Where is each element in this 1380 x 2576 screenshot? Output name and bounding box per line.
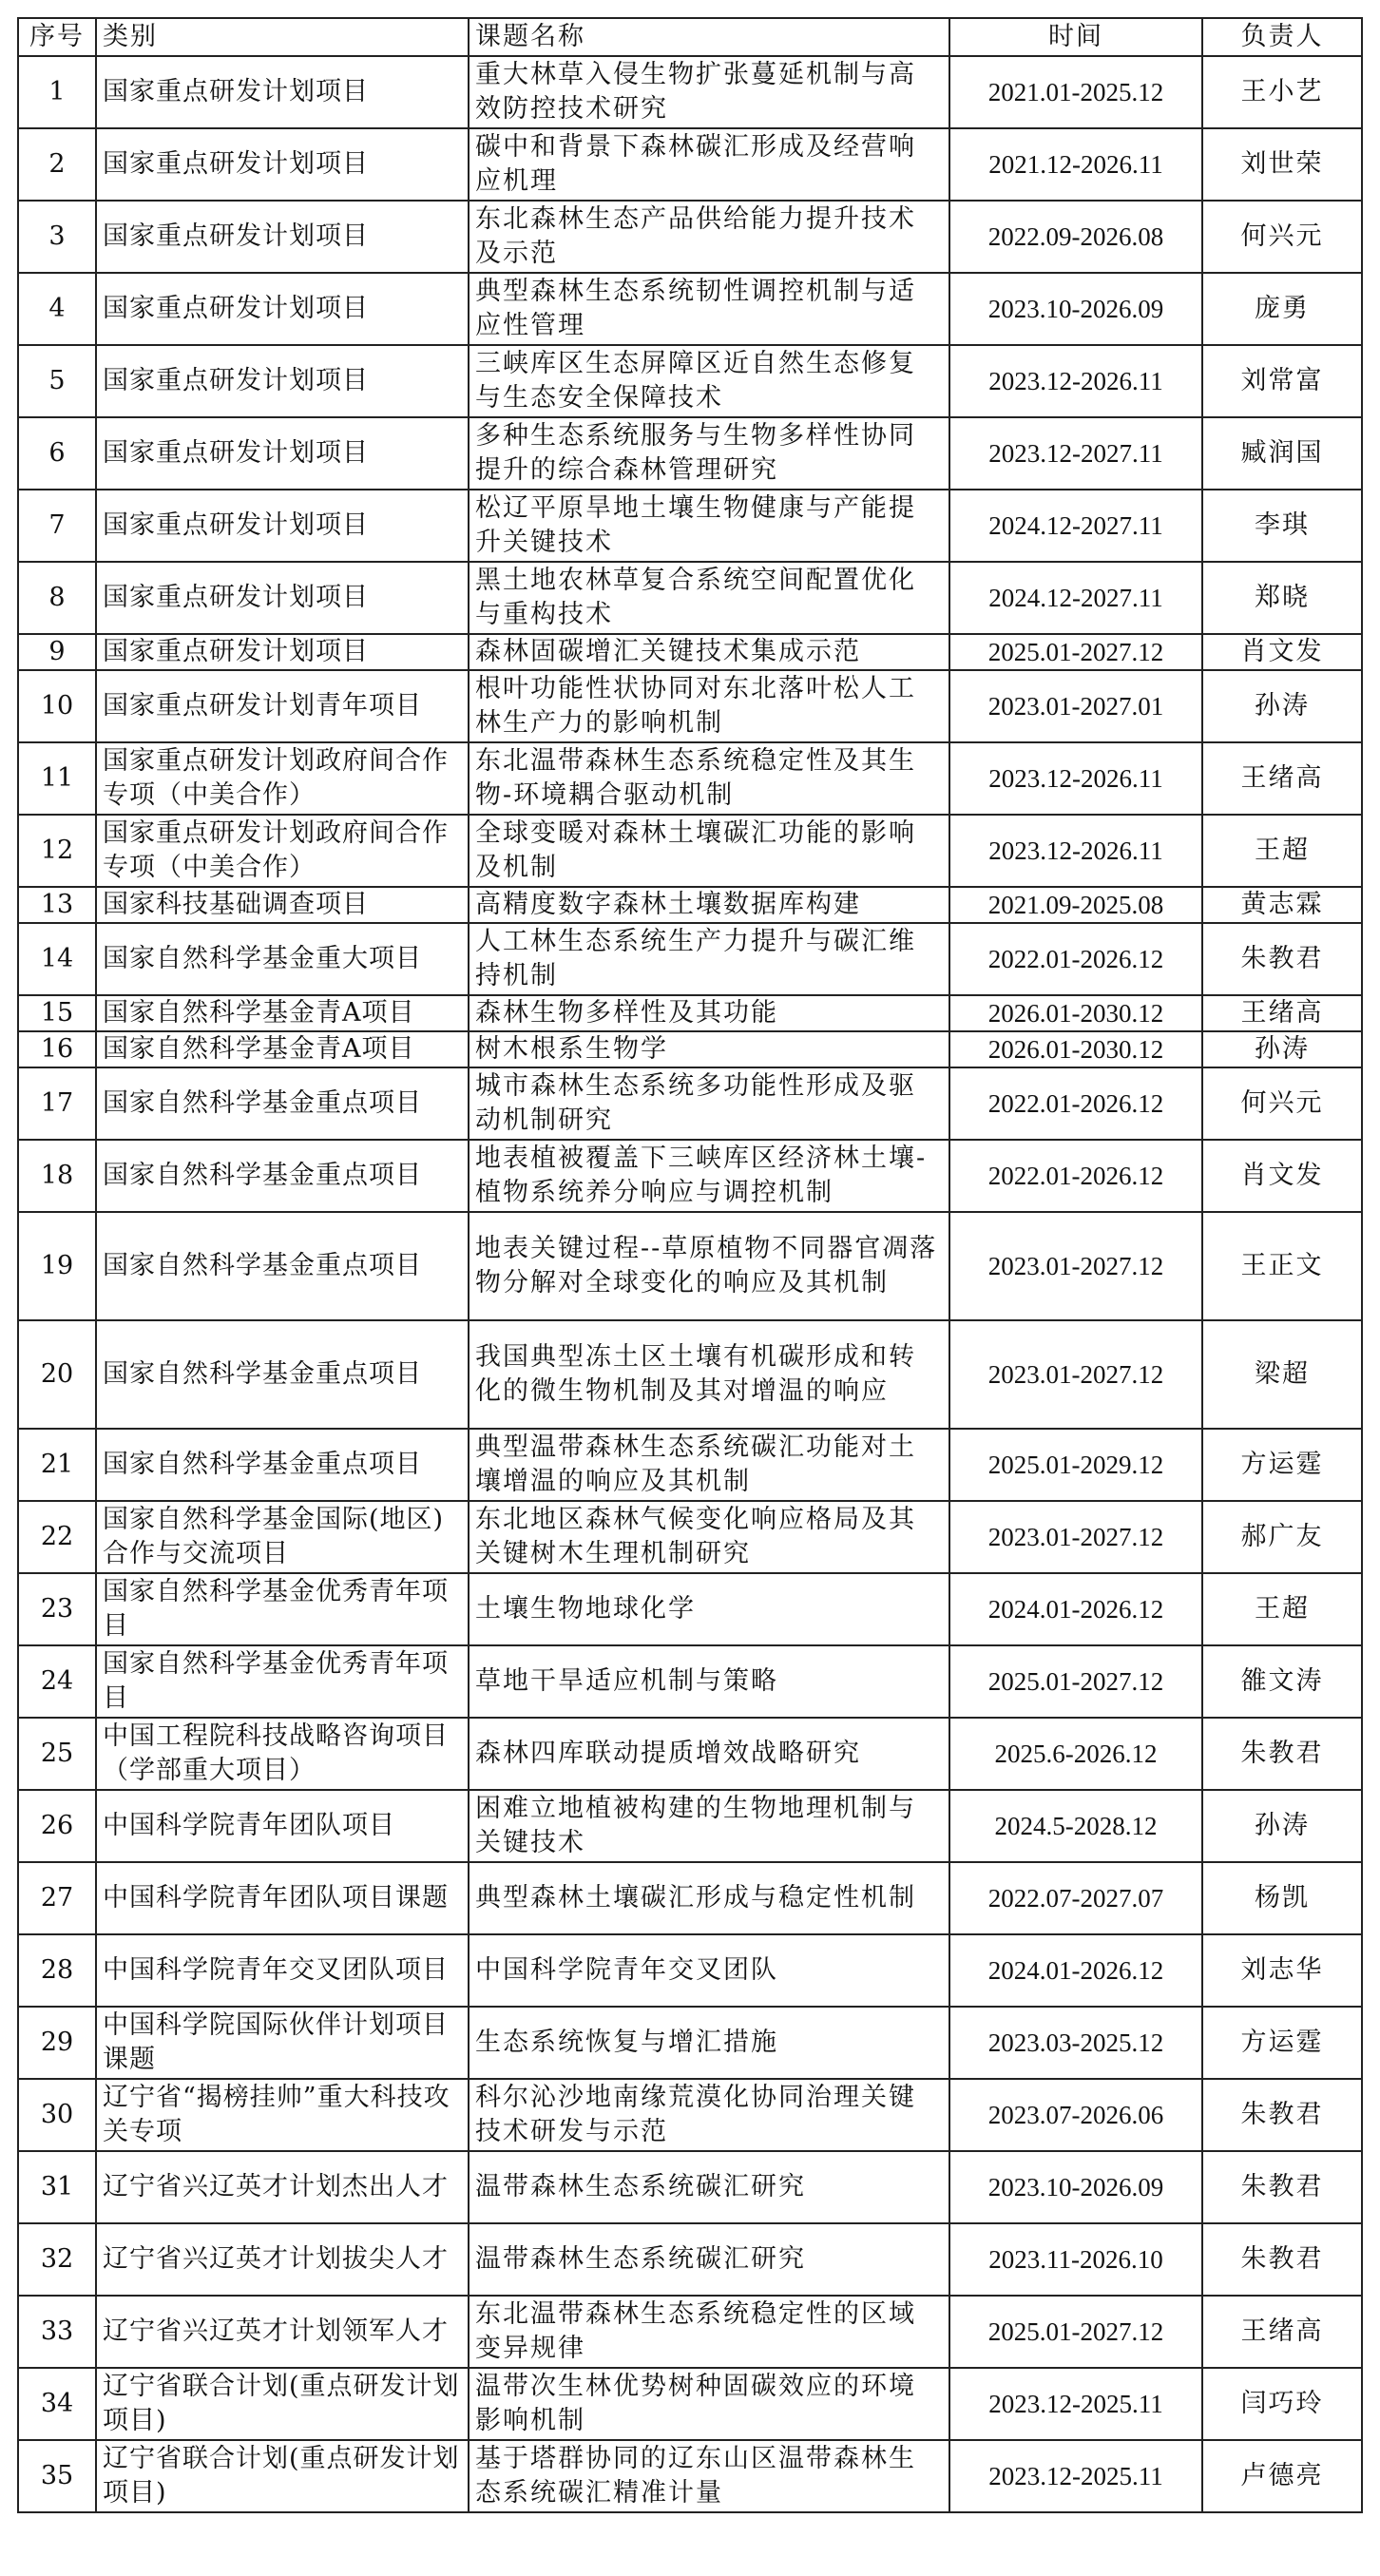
row-time: 2023.03-2025.12	[949, 2007, 1202, 2079]
header-title: 课题名称	[469, 18, 949, 56]
row-time: 2023.12-2025.11	[949, 2368, 1202, 2440]
table-row	[18, 201, 1362, 273]
row-leader: 黄志霖	[1202, 887, 1362, 923]
row-title: 东北森林生态产品供给能力提升技术及示范	[469, 201, 949, 273]
row-category: 国家重点研发计划项目	[96, 345, 469, 417]
row-number: 24	[18, 1645, 96, 1718]
row-category: 国家自然科学基金国际(地区)合作与交流项目	[96, 1501, 469, 1573]
row-time: 2023.12-2026.11	[949, 742, 1202, 815]
row-category: 国家重点研发计划项目	[96, 273, 469, 345]
row-time: 2023.07-2026.06	[949, 2079, 1202, 2151]
table-row	[18, 1862, 1362, 1934]
row-category: 国家自然科学基金优秀青年项目	[96, 1573, 469, 1645]
row-title: 困难立地植被构建的生物地理机制与关键技术	[469, 1790, 949, 1862]
table-row	[18, 634, 1362, 670]
row-leader: 王超	[1202, 1573, 1362, 1645]
row-leader: 王绪高	[1202, 995, 1362, 1031]
row-leader: 朱教君	[1202, 2079, 1362, 2151]
row-leader: 刘世荣	[1202, 128, 1362, 201]
row-number: 6	[18, 417, 96, 490]
row-leader: 何兴元	[1202, 1067, 1362, 1140]
row-number: 12	[18, 815, 96, 887]
row-category: 辽宁省“揭榜挂帅”重大科技攻关专项	[96, 2079, 469, 2151]
row-leader: 刘常富	[1202, 345, 1362, 417]
row-category: 国家重点研发计划项目	[96, 562, 469, 634]
row-category: 国家科技基础调查项目	[96, 887, 469, 923]
row-number: 13	[18, 887, 96, 923]
row-leader: 方运霆	[1202, 2007, 1362, 2079]
row-leader: 郝广友	[1202, 1501, 1362, 1573]
table-row	[18, 2440, 1362, 2512]
row-number: 1	[18, 56, 96, 128]
table-row	[18, 2007, 1362, 2079]
table-row	[18, 1067, 1362, 1140]
table-row	[18, 1212, 1362, 1320]
row-title: 生态系统恢复与增汇措施	[469, 2007, 949, 2079]
row-time: 2025.01-2029.12	[949, 1429, 1202, 1501]
row-leader: 王小艺	[1202, 56, 1362, 128]
row-leader: 雒文涛	[1202, 1645, 1362, 1718]
row-category: 辽宁省联合计划(重点研发计划项目)	[96, 2368, 469, 2440]
row-number: 15	[18, 995, 96, 1031]
row-time: 2026.01-2030.12	[949, 1031, 1202, 1067]
row-title: 全球变暖对森林土壤碳汇功能的影响及机制	[469, 815, 949, 887]
row-category: 国家自然科学基金重点项目	[96, 1212, 469, 1320]
row-number: 7	[18, 490, 96, 562]
row-number: 21	[18, 1429, 96, 1501]
row-leader: 卢德亮	[1202, 2440, 1362, 2512]
row-leader: 梁超	[1202, 1320, 1362, 1429]
table-row	[18, 490, 1362, 562]
row-title: 多种生态系统服务与生物多样性协同提升的综合森林管理研究	[469, 417, 949, 490]
row-leader: 王绪高	[1202, 2296, 1362, 2368]
row-leader: 肖文发	[1202, 1140, 1362, 1212]
row-number: 2	[18, 128, 96, 201]
row-number: 23	[18, 1573, 96, 1645]
row-category: 国家重点研发计划政府间合作专项（中美合作）	[96, 815, 469, 887]
table-row	[18, 1790, 1362, 1862]
row-category: 国家重点研发计划项目	[96, 56, 469, 128]
table-row	[18, 1645, 1362, 1718]
row-time: 2024.01-2026.12	[949, 1934, 1202, 2007]
row-time: 2022.09-2026.08	[949, 201, 1202, 273]
row-title: 地表关键过程--草原植物不同器官凋落物分解对全球变化的响应及其机制	[469, 1212, 949, 1320]
table-row	[18, 2368, 1362, 2440]
row-category: 国家重点研发计划青年项目	[96, 670, 469, 742]
row-time: 2021.12-2026.11	[949, 128, 1202, 201]
table-body	[18, 56, 1362, 2512]
table-row	[18, 1320, 1362, 1429]
row-time: 2023.01-2027.01	[949, 670, 1202, 742]
row-leader: 孙涛	[1202, 1031, 1362, 1067]
row-title: 草地干旱适应机制与策略	[469, 1645, 949, 1718]
row-time: 2023.11-2026.10	[949, 2223, 1202, 2296]
row-number: 4	[18, 273, 96, 345]
row-leader: 王绪高	[1202, 742, 1362, 815]
table-row	[18, 2223, 1362, 2296]
row-number: 9	[18, 634, 96, 670]
row-time: 2025.01-2027.12	[949, 2296, 1202, 2368]
row-number: 10	[18, 670, 96, 742]
row-title: 典型温带森林生态系统碳汇功能对土壤增温的响应及其机制	[469, 1429, 949, 1501]
row-number: 17	[18, 1067, 96, 1140]
row-number: 11	[18, 742, 96, 815]
row-leader: 何兴元	[1202, 201, 1362, 273]
row-time: 2026.01-2030.12	[949, 995, 1202, 1031]
row-title: 地表植被覆盖下三峡库区经济林土壤-植物系统养分响应与调控机制	[469, 1140, 949, 1212]
row-leader: 孙涛	[1202, 670, 1362, 742]
row-time: 2022.01-2026.12	[949, 1140, 1202, 1212]
row-number: 14	[18, 923, 96, 995]
row-category: 国家自然科学基金青A项目	[96, 1031, 469, 1067]
row-leader: 孙涛	[1202, 1790, 1362, 1862]
row-category: 中国科学院青年交叉团队项目	[96, 1934, 469, 2007]
row-category: 国家重点研发计划项目	[96, 634, 469, 670]
row-category: 中国科学院国际伙伴计划项目课题	[96, 2007, 469, 2079]
row-leader: 肖文发	[1202, 634, 1362, 670]
row-title: 森林固碳增汇关键技术集成示范	[469, 634, 949, 670]
row-title: 东北温带森林生态系统稳定性的区域变异规律	[469, 2296, 949, 2368]
row-category: 国家自然科学基金重点项目	[96, 1140, 469, 1212]
row-time: 2024.5-2028.12	[949, 1790, 1202, 1862]
row-number: 33	[18, 2296, 96, 2368]
row-leader: 郑晓	[1202, 562, 1362, 634]
row-time: 2024.12-2027.11	[949, 562, 1202, 634]
row-time: 2025.01-2027.12	[949, 1645, 1202, 1718]
row-number: 16	[18, 1031, 96, 1067]
row-category: 中国科学院青年团队项目课题	[96, 1862, 469, 1934]
row-number: 26	[18, 1790, 96, 1862]
table-row	[18, 273, 1362, 345]
row-time: 2023.12-2026.11	[949, 345, 1202, 417]
row-title: 碳中和背景下森林碳汇形成及经营响应机理	[469, 128, 949, 201]
row-time: 2022.01-2026.12	[949, 1067, 1202, 1140]
row-number: 18	[18, 1140, 96, 1212]
row-category: 辽宁省兴辽英才计划领军人才	[96, 2296, 469, 2368]
row-leader: 闫巧玲	[1202, 2368, 1362, 2440]
row-time: 2024.12-2027.11	[949, 490, 1202, 562]
row-title: 东北地区森林气候变化响应格局及其关键树木生理机制研究	[469, 1501, 949, 1573]
row-title: 人工林生态系统生产力提升与碳汇维持机制	[469, 923, 949, 995]
row-title: 重大林草入侵生物扩张蔓延机制与高效防控技术研究	[469, 56, 949, 128]
table-row	[18, 670, 1362, 742]
row-category: 国家重点研发计划项目	[96, 201, 469, 273]
row-number: 35	[18, 2440, 96, 2512]
row-number: 29	[18, 2007, 96, 2079]
row-leader: 臧润国	[1202, 417, 1362, 490]
row-leader: 刘志华	[1202, 1934, 1362, 2007]
row-time: 2022.01-2026.12	[949, 923, 1202, 995]
table-row	[18, 742, 1362, 815]
table-row	[18, 995, 1362, 1031]
row-number: 31	[18, 2151, 96, 2223]
row-number: 19	[18, 1212, 96, 1320]
table-row	[18, 1501, 1362, 1573]
row-title: 土壤生物地球化学	[469, 1573, 949, 1645]
row-time: 2023.10-2026.09	[949, 273, 1202, 345]
row-title: 温带次生林优势树种固碳效应的环境影响机制	[469, 2368, 949, 2440]
table-row	[18, 1429, 1362, 1501]
table-row	[18, 128, 1362, 201]
row-category: 辽宁省兴辽英才计划杰出人才	[96, 2151, 469, 2223]
row-title: 我国典型冻土区土壤有机碳形成和转化的微生物机制及其对增温的响应	[469, 1320, 949, 1429]
row-title: 中国科学院青年交叉团队	[469, 1934, 949, 2007]
row-title: 三峡库区生态屏障区近自然生态修复与生态安全保障技术	[469, 345, 949, 417]
row-title: 森林四库联动提质增效战略研究	[469, 1718, 949, 1790]
row-time: 2023.01-2027.12	[949, 1212, 1202, 1320]
row-number: 34	[18, 2368, 96, 2440]
row-title: 温带森林生态系统碳汇研究	[469, 2151, 949, 2223]
table-row	[18, 1031, 1362, 1067]
row-category: 国家自然科学基金重点项目	[96, 1429, 469, 1501]
row-leader: 朱教君	[1202, 923, 1362, 995]
row-title: 森林生物多样性及其功能	[469, 995, 949, 1031]
table-row	[18, 2296, 1362, 2368]
row-number: 25	[18, 1718, 96, 1790]
row-title: 温带森林生态系统碳汇研究	[469, 2223, 949, 2296]
row-category: 辽宁省联合计划(重点研发计划项目)	[96, 2440, 469, 2512]
row-category: 国家自然科学基金重大项目	[96, 923, 469, 995]
row-number: 8	[18, 562, 96, 634]
row-leader: 朱教君	[1202, 1718, 1362, 1790]
row-title: 科尔沁沙地南缘荒漠化协同治理关键技术研发与示范	[469, 2079, 949, 2151]
row-category: 国家自然科学基金重点项目	[96, 1320, 469, 1429]
table-row	[18, 1934, 1362, 2007]
row-time: 2023.12-2025.11	[949, 2440, 1202, 2512]
row-number: 28	[18, 1934, 96, 2007]
row-title: 城市森林生态系统多功能性形成及驱动机制研究	[469, 1067, 949, 1140]
row-title: 典型森林土壤碳汇形成与稳定性机制	[469, 1862, 949, 1934]
row-title: 根叶功能性状协同对东北落叶松人工林生产力的影响机制	[469, 670, 949, 742]
row-title: 东北温带森林生态系统稳定性及其生物-环境耦合驱动机制	[469, 742, 949, 815]
row-leader: 朱教君	[1202, 2223, 1362, 2296]
row-category: 国家重点研发计划项目	[96, 490, 469, 562]
project-table	[17, 17, 1363, 2513]
row-category: 国家自然科学基金重点项目	[96, 1067, 469, 1140]
row-leader: 庞勇	[1202, 273, 1362, 345]
row-number: 20	[18, 1320, 96, 1429]
table-row	[18, 562, 1362, 634]
table-row	[18, 815, 1362, 887]
table-row	[18, 417, 1362, 490]
header-time: 时间	[949, 18, 1202, 56]
row-title: 基于塔群协同的辽东山区温带森林生态系统碳汇精准计量	[469, 2440, 949, 2512]
row-time: 2023.12-2027.11	[949, 417, 1202, 490]
header-leader: 负责人	[1202, 18, 1362, 56]
table-row	[18, 1140, 1362, 1212]
row-leader: 杨凯	[1202, 1862, 1362, 1934]
row-time: 2025.6-2026.12	[949, 1718, 1202, 1790]
row-leader: 朱教君	[1202, 2151, 1362, 2223]
row-number: 5	[18, 345, 96, 417]
row-time: 2022.07-2027.07	[949, 1862, 1202, 1934]
row-leader: 李琪	[1202, 490, 1362, 562]
row-time: 2023.12-2026.11	[949, 815, 1202, 887]
row-category: 国家自然科学基金青A项目	[96, 995, 469, 1031]
row-time: 2023.01-2027.12	[949, 1320, 1202, 1429]
header-category: 类别	[96, 18, 469, 56]
row-number: 32	[18, 2223, 96, 2296]
row-category: 国家重点研发计划项目	[96, 417, 469, 490]
row-leader: 王正文	[1202, 1212, 1362, 1320]
table-row	[18, 1573, 1362, 1645]
header-row	[18, 18, 1362, 56]
table-row	[18, 923, 1362, 995]
row-title: 高精度数字森林土壤数据库构建	[469, 887, 949, 923]
row-time: 2021.01-2025.12	[949, 56, 1202, 128]
row-time: 2021.09-2025.08	[949, 887, 1202, 923]
table-row	[18, 56, 1362, 128]
row-time: 2024.01-2026.12	[949, 1573, 1202, 1645]
row-category: 辽宁省兴辽英才计划拔尖人才	[96, 2223, 469, 2296]
table-row	[18, 2079, 1362, 2151]
row-category: 国家重点研发计划项目	[96, 128, 469, 201]
row-category: 中国工程院科技战略咨询项目（学部重大项目）	[96, 1718, 469, 1790]
row-number: 27	[18, 1862, 96, 1934]
table-row	[18, 1718, 1362, 1790]
table-row	[18, 887, 1362, 923]
table-row	[18, 2151, 1362, 2223]
row-title: 松辽平原旱地土壤生物健康与产能提升关键技术	[469, 490, 949, 562]
row-title: 树木根系生物学	[469, 1031, 949, 1067]
row-time: 2025.01-2027.12	[949, 634, 1202, 670]
row-number: 3	[18, 201, 96, 273]
row-leader: 方运霆	[1202, 1429, 1362, 1501]
row-title: 典型森林生态系统韧性调控机制与适应性管理	[469, 273, 949, 345]
row-title: 黑土地农林草复合系统空间配置优化与重构技术	[469, 562, 949, 634]
header-no: 序号	[18, 18, 96, 56]
row-category: 国家重点研发计划政府间合作专项（中美合作）	[96, 742, 469, 815]
row-category: 中国科学院青年团队项目	[96, 1790, 469, 1862]
row-time: 2023.10-2026.09	[949, 2151, 1202, 2223]
table-row	[18, 345, 1362, 417]
row-leader: 王超	[1202, 815, 1362, 887]
row-number: 30	[18, 2079, 96, 2151]
row-category: 国家自然科学基金优秀青年项目	[96, 1645, 469, 1718]
row-time: 2023.01-2027.12	[949, 1501, 1202, 1573]
row-number: 22	[18, 1501, 96, 1573]
